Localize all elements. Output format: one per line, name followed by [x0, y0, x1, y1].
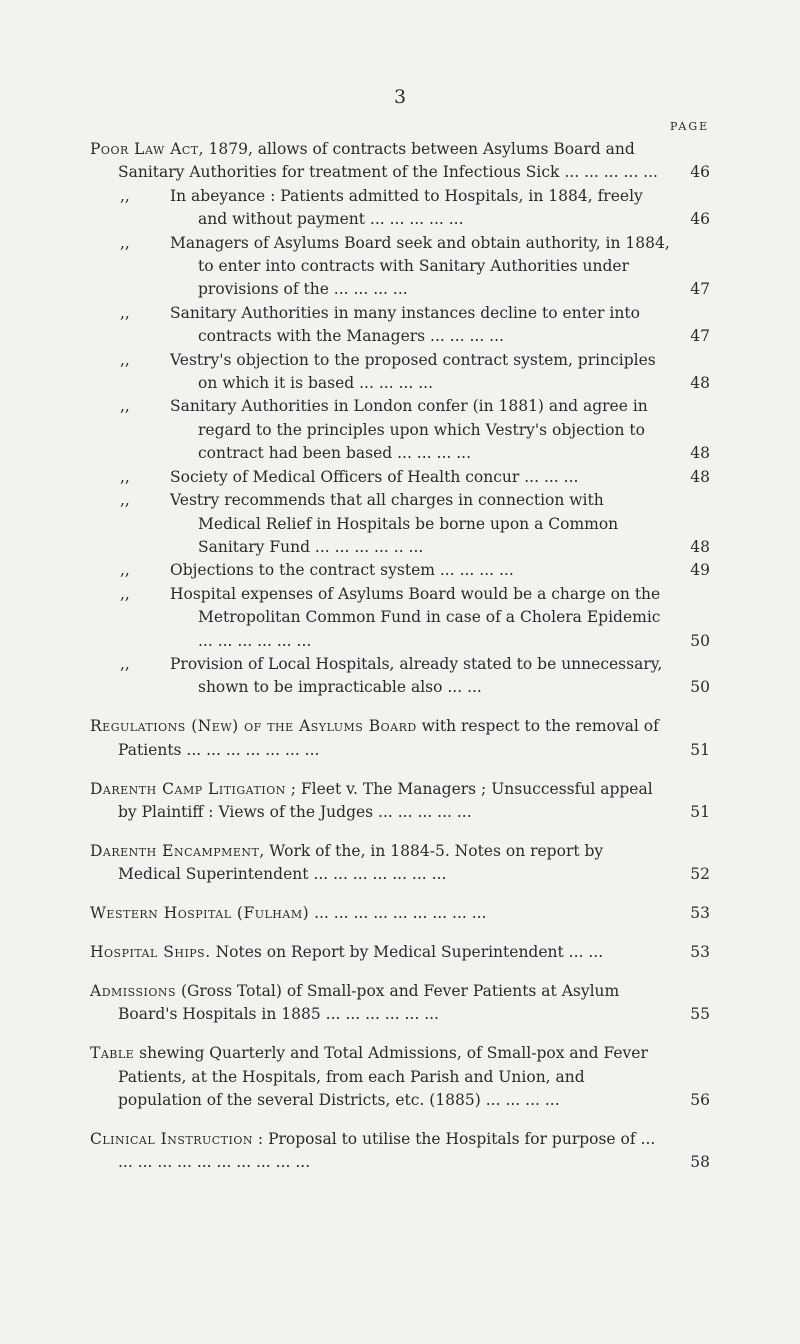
entry-page: 49 — [690, 561, 710, 580]
entry-body: with respect to the removal of Patients ... ... ... ... ... ... ... — [118, 717, 659, 759]
entry-text: Hospital expenses of Asylums Board would be a charge on the Metropolitan Common Fund in case of a Cholera Epidemic ... ... ... ... ... ... — [170, 584, 661, 650]
entry-page: 50 — [690, 678, 710, 697]
entry-page: 46 — [690, 163, 710, 182]
entry-body: : Proposal to utilise the Hospitals for purpose of ... ... ... ... ... ... ... ... ... ... ... — [118, 1130, 656, 1172]
index-entry — [90, 980, 710, 1027]
entry-text — [90, 840, 670, 887]
index-subentry — [90, 466, 710, 489]
index-subentry — [90, 489, 710, 559]
ditto-mark: ,, — [120, 654, 130, 673]
index-entry-poor-law — [90, 138, 710, 185]
index-list — [90, 138, 710, 1175]
entry-text — [90, 138, 670, 185]
index-subentry — [90, 302, 710, 349]
entry-text: Sanitary Authorities in many instances decline to enter into contracts with the Managers ... ... ... ... — [170, 303, 640, 346]
entry-text — [90, 902, 670, 925]
entry-page: 47 — [690, 280, 710, 299]
ditto-mark: ,, — [120, 584, 130, 603]
ditto-mark: ,, — [120, 397, 130, 416]
entry-page: 48 — [690, 467, 710, 486]
ditto-mark: ,, — [120, 467, 130, 486]
entry-page: 53 — [690, 904, 710, 923]
entry-heading: Table — [90, 1044, 135, 1063]
entry-text — [90, 941, 670, 964]
entry-body: shewing Quarterly and Total Admissions, of Small-pox and Fever Patients, at the Hospitals, from each Parish and Union, and population of the several Districts, etc. (1885) ... ... ... ... — [118, 1044, 648, 1110]
index-subentry — [90, 185, 710, 232]
entry-heading: Hospital Ships. — [90, 943, 211, 962]
entry-text: Society of Medical Officers of Health concur ... ... ... — [170, 467, 579, 486]
page-number: 3 — [393, 86, 407, 108]
ditto-mark: ,, — [120, 186, 130, 205]
entry-page: 52 — [690, 865, 710, 884]
ditto-mark: ,, — [120, 491, 130, 510]
entry-text: In abeyance : Patients admitted to Hospitals, in 1884, freely and without payment ... ... ... ... ... — [170, 186, 643, 229]
entry-text: Sanitary Authorities in London confer (in 1881) and agree in regard to the principles upon which Vestry's objection to contract had been based ... ... ... ... — [170, 397, 648, 463]
ditto-mark: ,, — [120, 303, 130, 322]
entry-body: Notes on Report by Medical Superintendent ... ... — [210, 943, 604, 962]
index-entry — [90, 902, 710, 925]
entry-page: 58 — [690, 1153, 710, 1172]
entry-page: 47 — [690, 327, 710, 346]
index-entry — [90, 778, 710, 825]
entry-text — [90, 1042, 670, 1112]
entry-heading: Darenth Encampment — [90, 841, 260, 860]
entry-page: 48 — [690, 444, 710, 463]
entry-heading: Regulations (New) of the Asylums Board — [90, 717, 417, 736]
index-subentry — [90, 232, 710, 302]
entry-heading: Western Hospital (Fulham) — [90, 904, 310, 923]
entry-text: Provision of Local Hospitals, already stated to be unnecessary, shown to be impracticable also ... ... — [170, 654, 663, 697]
entry-page: 56 — [690, 1091, 710, 1110]
index-subentry — [90, 559, 710, 582]
entry-body: ... ... ... ... ... ... ... ... ... — [309, 904, 487, 923]
ditto-mark: ,, — [120, 233, 130, 252]
entry-page: 51 — [690, 740, 710, 759]
entry-heading: Admissions — [90, 982, 177, 1000]
index-entry — [90, 1042, 710, 1112]
entry-body: ; Fleet v. The Managers ; Unsuccessful appeal by Plaintiff : Views of the Judges ... ... ... ... ... — [118, 779, 653, 821]
entry-text — [90, 778, 670, 825]
entry-page: 55 — [690, 1005, 710, 1024]
entry-page: 53 — [690, 943, 710, 962]
entry-text: Managers of Asylums Board seek and obtain authority, in 1884, to enter into contracts with Sanitary Authorities under provisions of the ... ... ... ... — [170, 233, 670, 299]
index-subentry — [90, 349, 710, 396]
index-subentry — [90, 653, 710, 700]
index-subentry — [90, 583, 710, 653]
ditto-mark: ,, — [120, 350, 130, 369]
entry-heading: Darenth Camp Litigation — [90, 779, 286, 798]
entry-text: Objections to the contract system ... ... ... ... — [170, 561, 514, 580]
index-entry — [90, 715, 710, 762]
index-entry — [90, 840, 710, 887]
entry-body: (Gross Total) of Small-pox and Fever Patients at Asylum Board's Hospitals in 1885 ... ... ... ... ... ... — [118, 982, 620, 1024]
entry-page: 48 — [690, 537, 710, 556]
entry-text: Vestry's objection to the proposed contract system, principles on which it is based ... ... ... ... — [170, 350, 656, 393]
index-subentry — [90, 395, 710, 465]
entry-page: 48 — [690, 374, 710, 393]
entry-page: 51 — [690, 802, 710, 821]
index-entry — [90, 941, 710, 964]
entry-page: 46 — [690, 210, 710, 229]
entry-heading: Clinical Instruction — [90, 1130, 253, 1149]
page-column-label: PAGE — [670, 120, 710, 133]
entry-page: 50 — [690, 631, 710, 650]
entry-body: , Work of the, in 1884-5. Notes on report by Medical Superintendent ... ... ... ... ... ... ... — [118, 841, 604, 884]
entry-body: , 1879, allows of contracts between Asylums Board and Sanitary Authorities for treatment of the Infectious Sick ... ... ... ... ... — [118, 140, 658, 182]
entry-heading: Poor Law Act — [90, 140, 199, 158]
entry-text — [90, 715, 670, 762]
entry-text: Vestry recommends that all charges in connection with Medical Relief in Hospitals be borne upon a Common Sanitary Fund ... ... ... ... .. ... — [170, 491, 619, 556]
entry-text — [90, 1128, 670, 1175]
entry-text — [90, 980, 670, 1027]
ditto-mark: ,, — [120, 561, 130, 580]
index-entry — [90, 1128, 710, 1175]
